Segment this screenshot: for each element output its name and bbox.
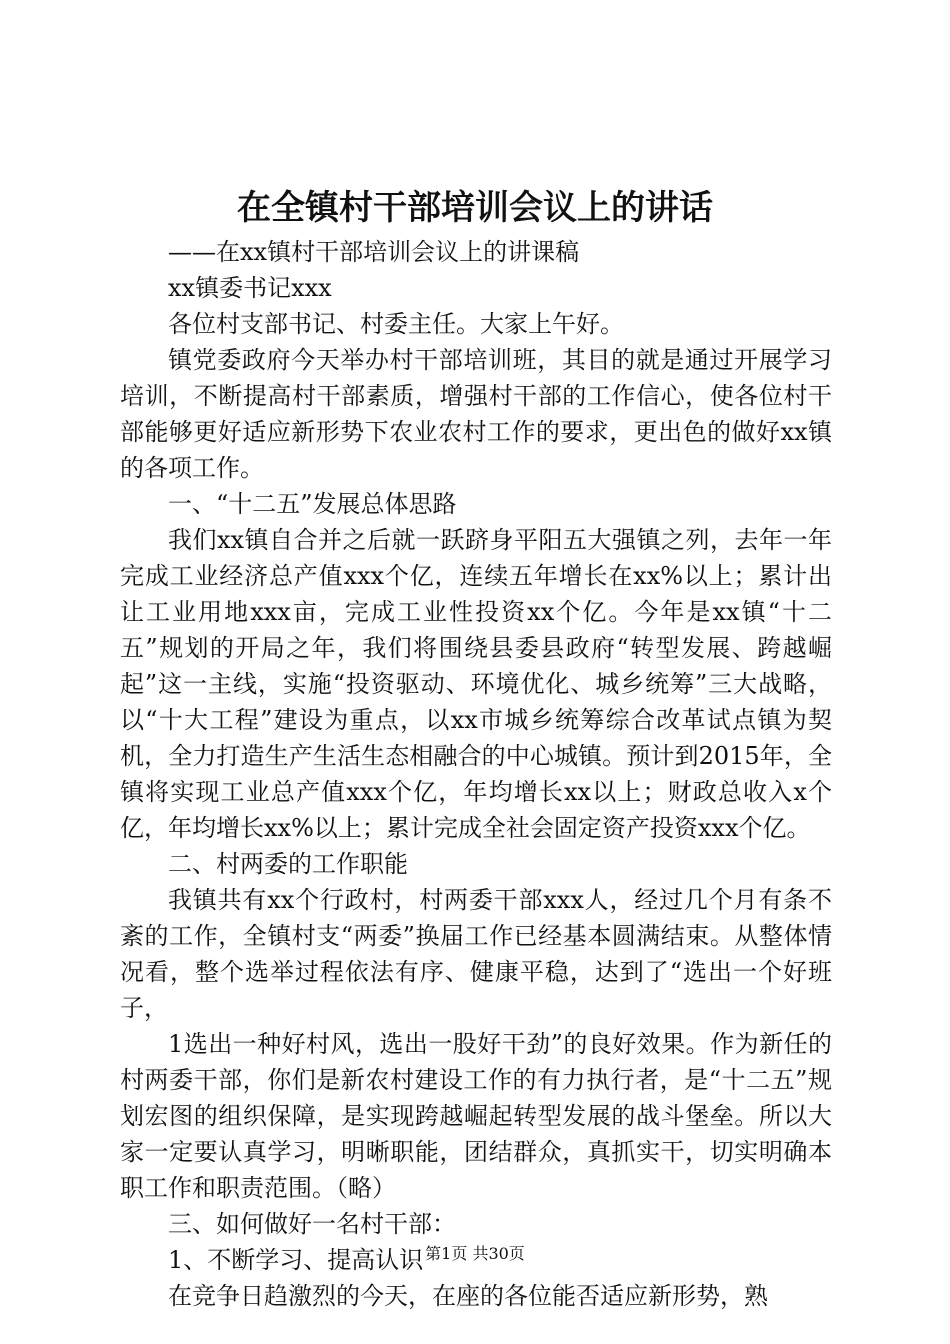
greeting-paragraph: 各位村支部书记、村委主任。大家上午好。 [168,310,624,338]
body-paragraph-1: 我们xx镇自合并之后就一跃跻身平阳五大强镇之列，去年一年完成工业经济总产值xxx个亿，连续五年增长在xx%以上；累计出让工业用地xxx亩，完成工业性投资xx个亿。今年是xx镇“十二五”规划的开局之年，我们将围绕县委县政府“转型发展、跨越崛起”这一主线，实施“投资驱动、环境优化、城乡统筹”三大战略，以“十大工程”建设为重点，以xx市城乡统筹综合改革试点镇为契机，全力打造生产生活生态相融合的中心城镇。预计到2015年，全镇将实现工业总产值xxx个亿，年均增长xx以上；财政总收入x个亿，年均增长xx%以上；累计完成全社会固定资产投资xxx个亿。 [120,526,832,842]
subtitle-paragraph: ——在xx镇村干部培训会议上的讲课稿 [168,238,580,266]
document-title: 在全镇村干部培训会议上的讲话 [237,188,713,228]
section-heading-3: 三、如何做好一名村干部： [168,1210,456,1238]
page-footer: 第1页 共30页 [425,1244,525,1263]
body-paragraph-2: 我镇共有xx个行政村，村两委干部xxx人，经过几个月有条不紊的工作，全镇村支“两委”换届工作已经基本圆满结束。从整体情况看，整个选举过程依法有序、健康平稳，达到了“选出一个好班子， [120,886,832,1022]
subsection-heading-1: 1、不断学习、提高认识 [168,1246,424,1274]
section-heading-2: 二、村两委的工作职能 [168,850,408,878]
body-paragraph-3: 1选出一种好村风，选出一股好干劲”的良好效果。作为新任的村两委干部，你们是新农村建设工作的有力执行者，是“十二五”规划宏图的组织保障，是实现跨越崛起转型发展的战斗堡垒。所以大家一定要认真学习，明晰职能，团结群众，真抓实干，切实明确本职工作和职责范围。（略） [120,1030,832,1202]
document-body [120,234,832,1314]
body-paragraph-4: 在竞争日趋激烈的今天，在座的各位能否适应新形势，熟 [168,1282,768,1310]
author-paragraph: xx镇委书记xxx [168,274,332,302]
section-heading-1: 一、“十二五”发展总体思路 [168,490,457,518]
intro-paragraph: 镇党委政府今天举办村干部培训班，其目的就是通过开展学习培训，不断提高村干部素质，增强村干部的工作信心，使各位村干部能够更好适应新形势下农业农村工作的要求，更出色的做好xx镇的各项工作。 [120,346,832,482]
